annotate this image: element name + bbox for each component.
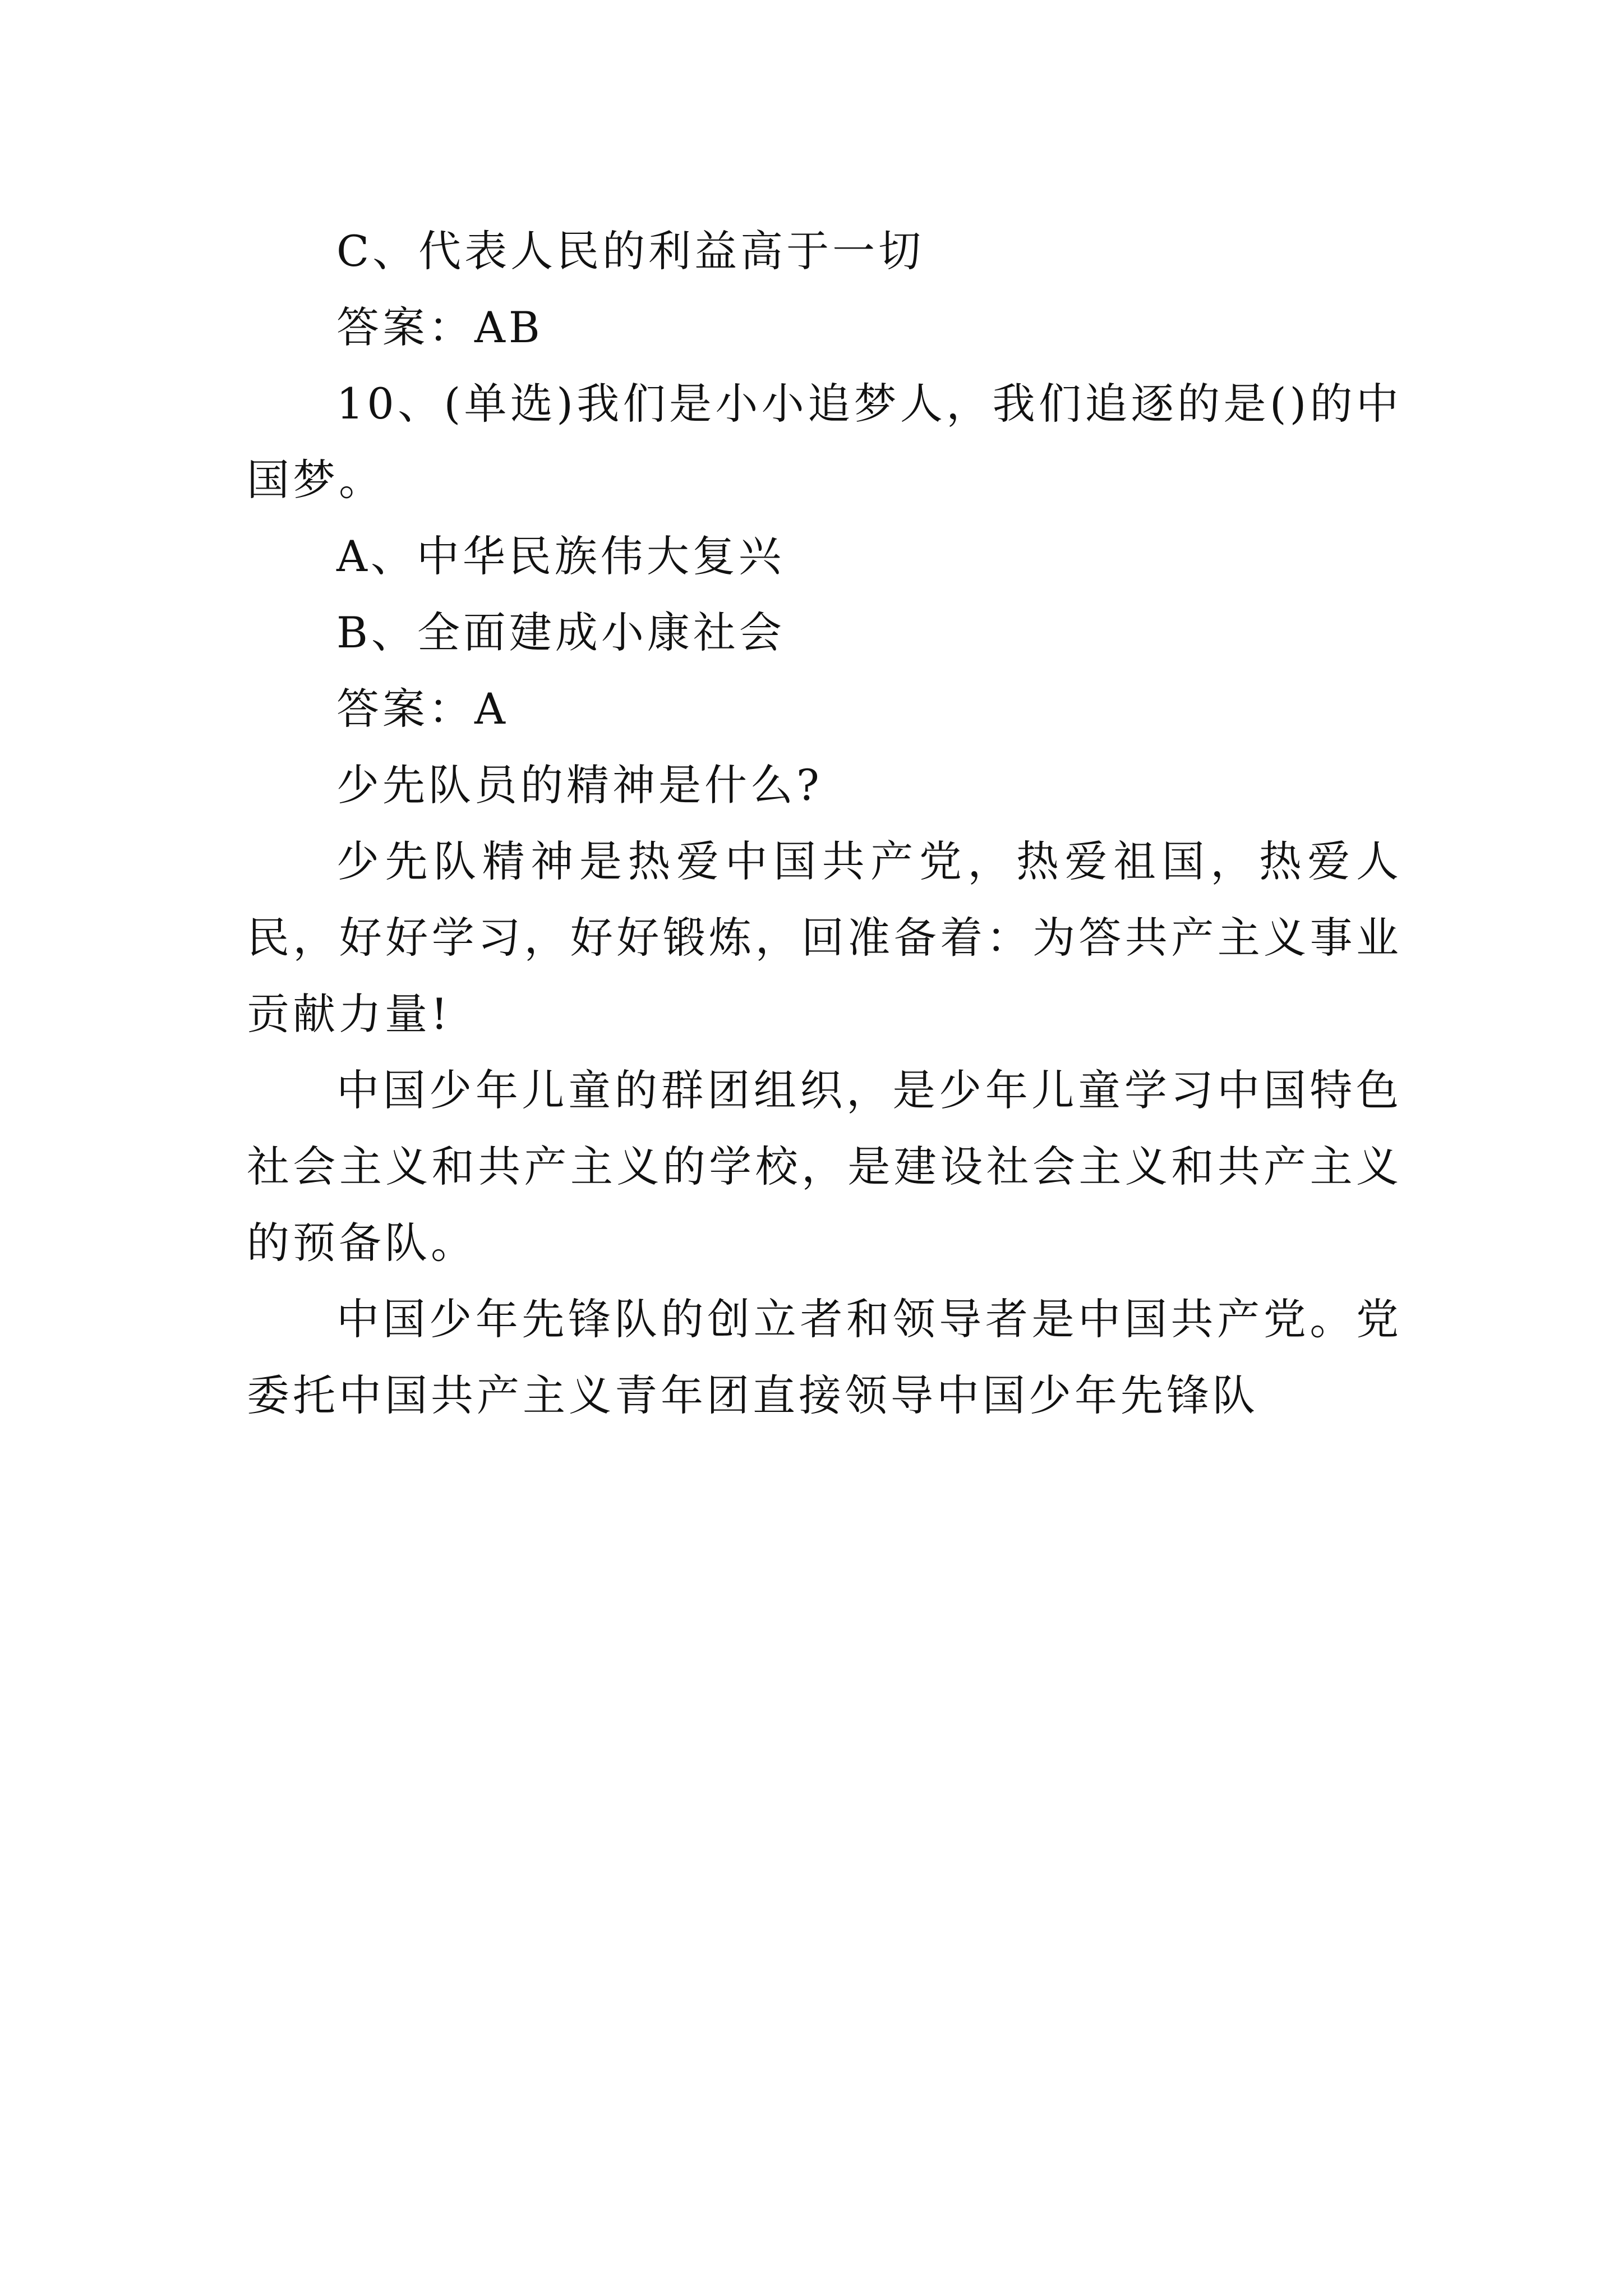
body-paragraph: 中国少年儿童的群团组织，是少年儿童学习中国特色社会主义和共产主义的学校，是建设社会主义和共产主义的预备队。	[247, 1065, 1402, 1268]
body-paragraph: 中国少年先锋队的创立者和领导者是中国共产党。党委托中国共产主义青年团直接领导中国少年先锋队	[247, 1294, 1402, 1420]
option-b: B、全面建成小康社会	[336, 608, 785, 657]
question-10: 10、(单选)我们是小小追梦人，我们追逐的是()的中国梦。	[247, 379, 1402, 505]
option-a: A、中华民族伟大复兴	[336, 531, 785, 581]
section-question: 少先队员的精神是什么?	[336, 760, 823, 810]
option-c: C、代表人民的利益高于一切	[336, 226, 925, 276]
document-body	[247, 213, 1402, 1434]
answer-line: 答案：AB	[336, 302, 543, 352]
answer-line: 答案：A	[336, 684, 509, 734]
body-paragraph: 少先队精神是热爱中国共产党，热爱祖国，热爱人民，好好学习，好好锻炼，回准备着：为答共产主义事业贡献力量!	[247, 836, 1402, 1039]
